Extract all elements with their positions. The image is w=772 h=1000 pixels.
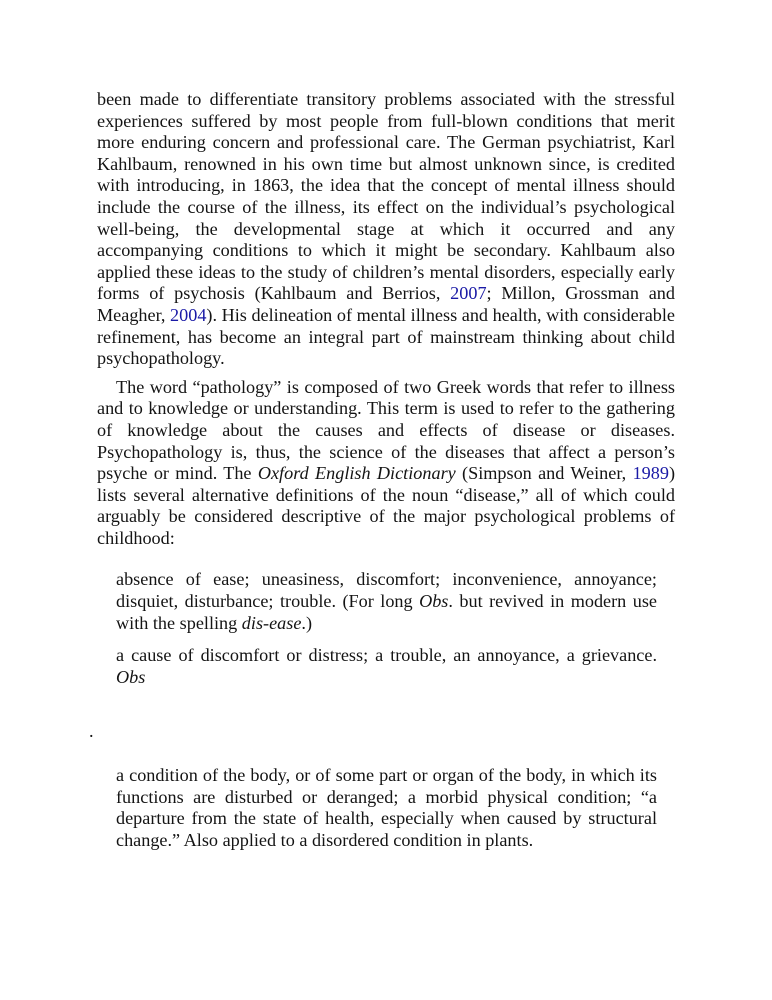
definition-text: .) [301,612,313,633]
citation-link-2007[interactable]: 2007 [450,283,487,304]
book-page [89,89,675,851]
paragraph-text: (Simpson and Weiner, [455,463,633,484]
paragraph-text: The word “pathology” is composed of two Greek words that refer to illness and to knowledge or understanding. This term is used to refer to the gathering of knowledge about the causes and effects of disease or diseases. Psychopathology is, thus, the science of the diseases that affect a person’s psyche or mind. The [97,376,675,484]
stray-period: . [89,721,94,742]
paragraph-text: been made to differentiate transitory problems associated with the stressful experiences suffered by most people from full-blown conditions that merit more enduring concern and professional care. The German psychiatrist, Karl Kahlbaum, renowned in his own time but almost unknown since, is credited with introducing, in 1863, the idea that the concept of mental illness should include the course of the illness, its effect on the individual’s psychological well-being, the developmental stage at which it occurred and any accompanying conditions to which it might be secondary. Kahlbaum also applied these ideas to the study of children’s mental disorders, especially early forms of psychosis (Kahlbaum and Berrios, [97,89,675,304]
definition-text: a condition of the body, or of some part or organ of the body, in which its functions are disturbed or deranged; a morbid physical condition; “a departure from the state of health, especially when caused by structural change.” Also applied to a disordered condition in plants. [116,765,657,850]
italic-title: Oxford English Dictionary [257,463,456,484]
italic-dis-ease: dis-ease [241,612,302,633]
paragraph-pathology [97,377,675,550]
italic-obs: Obs [419,591,449,612]
citation-link-2004[interactable]: 2004 [170,304,207,325]
paragraph-text: ). His delineation of mental illness and health, with considerable refinement, has become an integral part of mainstream thinking about child psychopathology. [97,304,675,369]
citation-link-1989[interactable]: 1989 [632,463,669,484]
paragraph-text: ; Millon, Grossman and Meagher, [97,283,675,325]
definition-text: . but revived in modern use with the spelling [116,591,657,633]
definition-text: a cause of discomfort or distress; a trouble, an annoyance, a grievance. [116,645,657,666]
definition-2 [116,645,657,688]
definition-1 [116,569,657,634]
paragraph-kahlbaum [97,89,675,370]
definition-3 [116,765,657,851]
italic-obs: Obs [116,666,146,687]
definition-text: absence of ease; uneasiness, discomfort; inconvenience, annoyance; disquiet, disturbance; trouble. (For long [116,569,657,612]
paragraph-text: ) lists several alternative definitions of the noun “disease,” all of which could arguably be considered descriptive of the major psychological problems of childhood: [97,463,675,548]
